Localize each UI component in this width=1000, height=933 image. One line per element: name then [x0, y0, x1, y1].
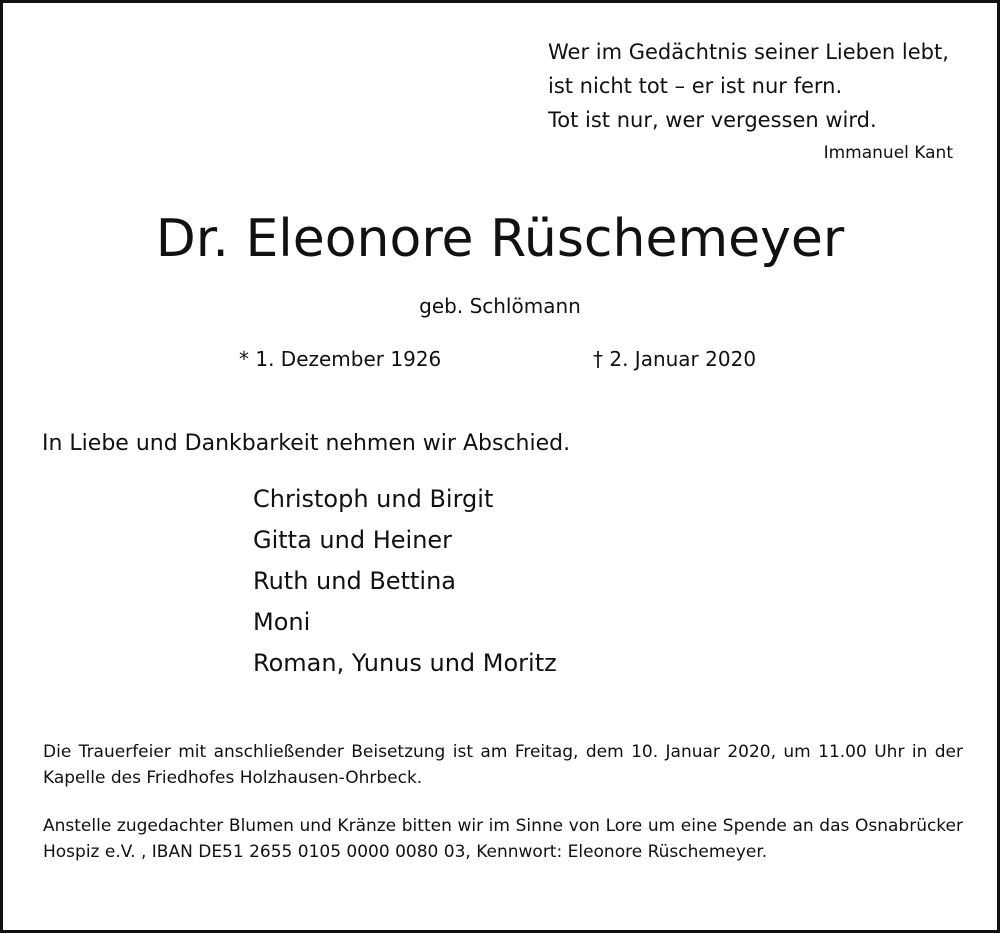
birth-date: * 1. Dezember 1926: [239, 347, 442, 371]
funeral-notice: Die Trauerfeier mit anschließender Beisetzung ist am Freitag, dem 10. Januar 2020, um 11.00 Uhr in der Kapelle des Friedhofes Holzhausen-Ohrbeck.: [43, 742, 963, 788]
quote-line: ist nicht tot – er ist nur fern.: [548, 74, 843, 98]
mourners-list: [253, 479, 557, 684]
mourner-item: Moni: [253, 608, 311, 636]
death-date: † 2. Januar 2020: [593, 347, 757, 371]
quote-block: [548, 35, 968, 137]
mourner-item: Ruth und Bettina: [253, 567, 456, 595]
mourner-item: Gitta und Heiner: [253, 526, 453, 554]
quote-line: Wer im Gedächtnis seiner Lieben lebt,: [548, 40, 949, 64]
deceased-name: Dr. Eleonore Rüschemeyer: [155, 209, 845, 269]
donation-notice: Anstelle zugedachter Blumen und Kränze bitten wir im Sinne von Lore um eine Spende an das Osnabrücker Hospiz e.V. , IBAN DE51 2655 0105 0000 0080 03, Kennwort: Eleonore Rüschemeyer.: [43, 816, 963, 862]
farewell-text: In Liebe und Dankbarkeit nehmen wir Abschied.: [42, 431, 571, 456]
quote-author: Immanuel Kant: [823, 143, 953, 163]
mourner-item: Christoph und Birgit: [253, 485, 494, 513]
quote-line: Tot ist nur, wer vergessen wird.: [548, 108, 877, 132]
mourner-item: Roman, Yunus und Moritz: [253, 649, 557, 677]
maiden-name: geb. Schlömann: [419, 294, 581, 318]
